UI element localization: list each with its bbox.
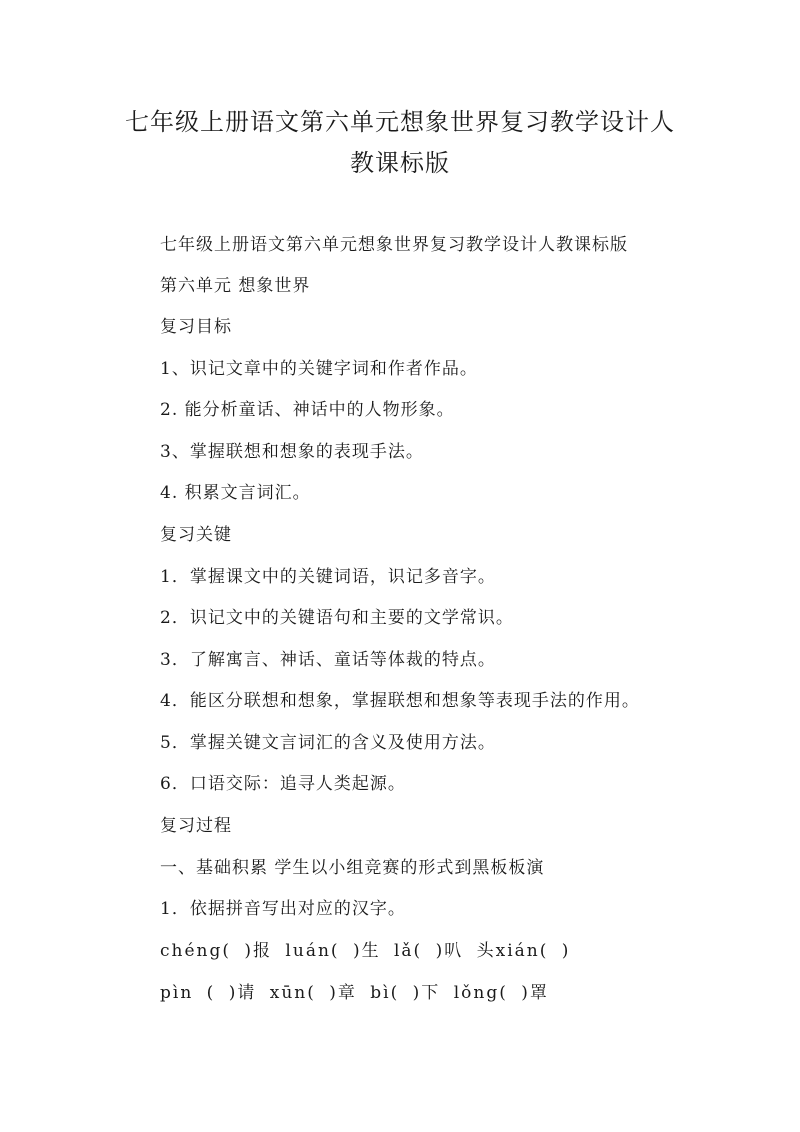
key-point-item: 2．识记文中的关键语句和主要的文学常识。 [160, 608, 514, 628]
section-heading-key-points: 复习关键 [160, 525, 232, 545]
pinyin-exercise-line: pìn ( )请 xūn( )章 bì( )下 lǒng( )罩 [160, 983, 549, 1003]
objective-item: 3、掌握联想和想象的表现手法。 [160, 442, 424, 462]
key-point-item: 5．掌握关键文言词汇的含义及使用方法。 [160, 733, 496, 753]
body-line-full-title: 七年级上册语文第六单元想象世界复习教学设计人教课标版 [160, 235, 628, 255]
key-point-item: 3．了解寓言、神话、童话等体裁的特点。 [160, 650, 496, 670]
objective-item: 1、识记文章中的关键字词和作者作品。 [160, 359, 478, 379]
section-heading-objectives: 复习目标 [160, 317, 232, 337]
key-point-item: 4．能区分联想和想象，掌握联想和想象等表现手法的作用。 [160, 691, 640, 711]
objective-item: 2. 能分析童话、神话中的人物形象。 [160, 400, 455, 420]
objective-item: 4. 积累文言词汇。 [160, 483, 311, 503]
key-point-item: 6．口语交际：追寻人类起源。 [160, 774, 406, 794]
document-title-line-2: 教课标版 [350, 149, 450, 177]
pinyin-exercise-line: chéng( )报 luán( )生 lǎ( )叭 头xián( ) [160, 941, 571, 961]
subsection-heading-basics: 一、基础积累 学生以小组竞赛的形式到黑板板演 [160, 858, 545, 878]
key-point-item: 1．掌握课文中的关键词语，识记多音字。 [160, 567, 496, 587]
exercise-instruction: 1．依据拼音写出对应的汉字。 [160, 899, 406, 919]
unit-heading: 第六单元 想象世界 [160, 276, 311, 296]
section-heading-process: 复习过程 [160, 816, 232, 836]
document-title-line-1: 七年级上册语文第六单元想象世界复习教学设计人 [125, 108, 675, 136]
